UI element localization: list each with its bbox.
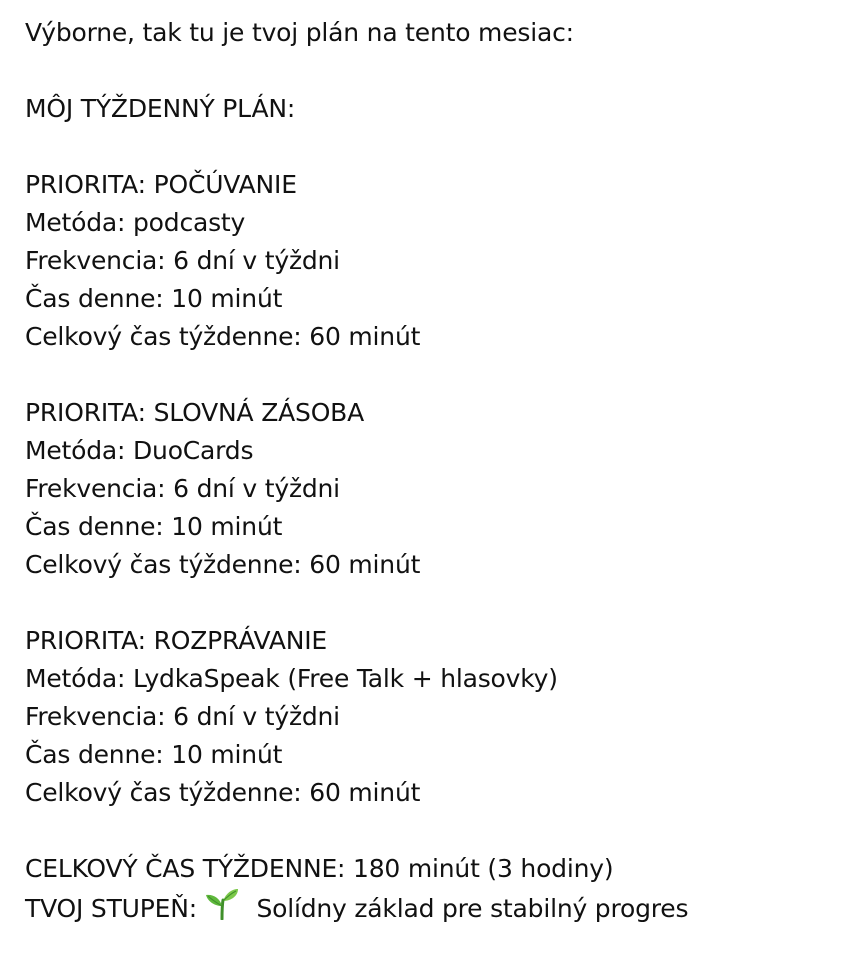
frequency-line: Frekvencia: 6 dní v týždni <box>25 246 340 275</box>
daily-time-line: Čas denne: 10 minút <box>25 740 283 769</box>
section-speaking <box>25 622 855 812</box>
method-line: Metóda: LydkaSpeak (Free Talk + hlasovky) <box>25 664 558 693</box>
method-line: Metóda: DuoCards <box>25 436 254 465</box>
intro-text: Výborne, tak tu je tvoj plán na tento mesiac: <box>25 18 574 47</box>
total-time-line: CELKOVÝ ČAS TÝŽDENNE: 180 minút (3 hodiny) <box>25 854 614 883</box>
frequency-line: Frekvencia: 6 dní v týždni <box>25 474 340 503</box>
spacer <box>25 52 855 90</box>
summary-block <box>25 850 855 926</box>
daily-time-line: Čas denne: 10 minút <box>25 512 283 541</box>
frequency-line: Frekvencia: 6 dní v týždni <box>25 702 340 731</box>
spacer <box>25 128 855 166</box>
priority-heading: PRIORITA: POČÚVANIE <box>25 170 297 199</box>
section-vocabulary <box>25 394 855 584</box>
level-label: TVOJ STUPEŇ: <box>25 894 197 923</box>
seedling-icon <box>205 888 239 931</box>
plan-document <box>25 14 855 926</box>
weekly-total-line: Celkový čas týždenne: 60 minút <box>25 778 421 807</box>
level-line <box>25 888 855 926</box>
spacer <box>25 356 855 394</box>
priority-heading: PRIORITA: SLOVNÁ ZÁSOBA <box>25 398 365 427</box>
spacer <box>25 812 855 850</box>
weekly-total-line: Celkový čas týždenne: 60 minút <box>25 322 421 351</box>
daily-time-line: Čas denne: 10 minút <box>25 284 283 313</box>
weekly-total-line: Celkový čas týždenne: 60 minút <box>25 550 421 579</box>
level-text: Solídny základ pre stabilný progres <box>256 894 689 923</box>
method-line: Metóda: podcasty <box>25 208 246 237</box>
spacer <box>25 584 855 622</box>
section-listening <box>25 166 855 356</box>
priority-heading: PRIORITA: ROZPRÁVANIE <box>25 626 327 655</box>
plan-title: MÔJ TÝŽDENNÝ PLÁN: <box>25 94 296 123</box>
